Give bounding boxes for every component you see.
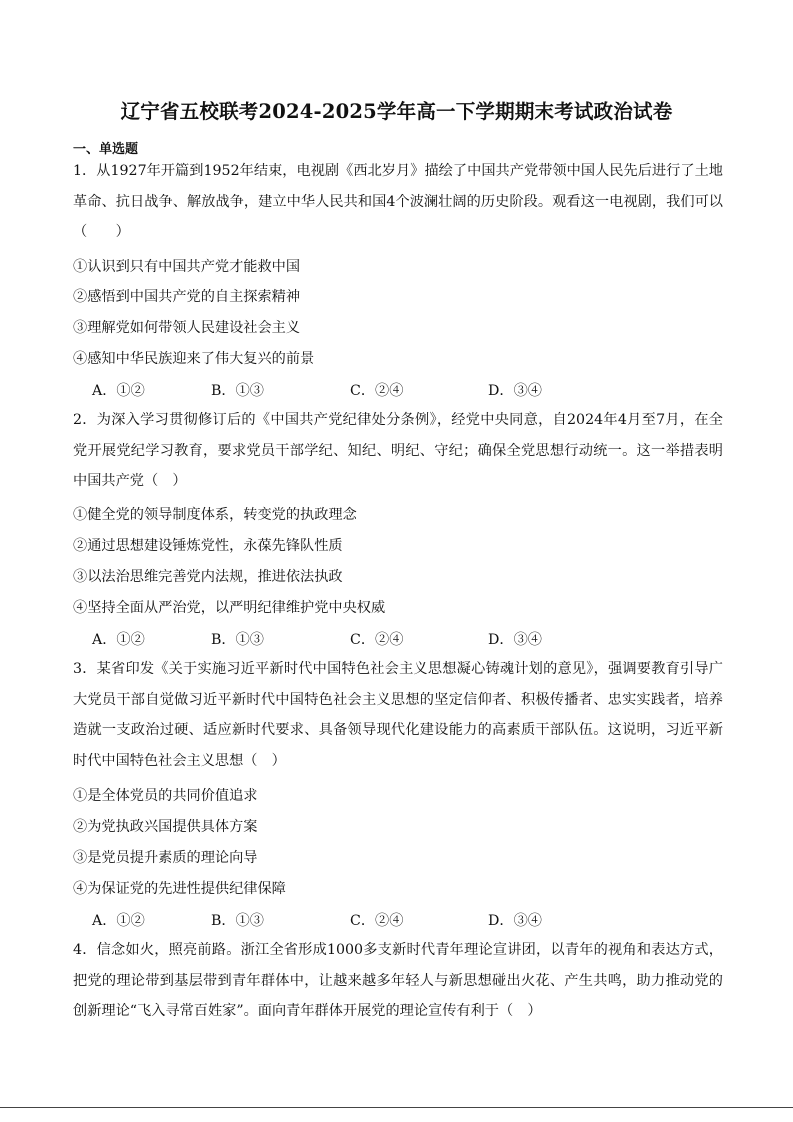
question-3-option-1: ①是全体党员的共同价值追求 bbox=[73, 788, 258, 804]
question-3-choice-c: C．②④ bbox=[350, 913, 404, 929]
page-bottom-divider bbox=[0, 1107, 793, 1108]
question-2-option-4: ④坚持全面从严治党，以严明纪律维护党中央权威 bbox=[73, 600, 386, 616]
question-2-option-1: ①健全党的领导制度体系，转变党的执政理念 bbox=[73, 507, 357, 523]
question-3-choice-a: A．①② bbox=[92, 913, 145, 929]
question-4-stem: 4．信念如火，照亮前路。浙江全省形成1000多支新时代青年理论宣讲团，以青年的视角和表达方式，把党的理论带到基层带到青年群体中，让越来越多年轻人与新思想碰出火花、产生共鸣，助力推动党的创新理论“飞入寻常百姓家”。面向青年群体开展党的理论宣传有利于（ ） bbox=[73, 942, 723, 1019]
question-1-choice-d: D．③④ bbox=[488, 383, 542, 399]
question-1-choice-b: B．①③ bbox=[211, 383, 264, 399]
question-3-choice-d: D．③④ bbox=[488, 913, 542, 929]
question-1-option-4: ④感知中华民族迎来了伟大复兴的前景 bbox=[73, 351, 315, 367]
question-2-option-2: ②通过思想建设锤炼党性，永葆先锋队性质 bbox=[73, 538, 343, 554]
question-2-choice-c: C．②④ bbox=[350, 632, 404, 648]
question-1-option-1: ①认识到只有中国共产党才能救中国 bbox=[73, 259, 301, 275]
question-3-choice-b: B．①③ bbox=[211, 913, 264, 929]
question-2-stem: 2．为深入学习贯彻修订后的《中国共产党纪律处分条例》，经党中央同意，自2024年4月至7月，在全党开展党纪学习教育，要求党员干部学纪、知纪、明纪、守纪；确保全党思想行动统一。这一举措表明中国共产党（ ） bbox=[73, 412, 723, 489]
section-heading: 一、单选题 bbox=[73, 142, 139, 157]
question-1-option-3: ③理解党如何带领人民建设社会主义 bbox=[73, 320, 301, 336]
question-3-option-2: ②为党执政兴国提供具体方案 bbox=[73, 819, 258, 835]
question-2-choice-d: D．③④ bbox=[488, 632, 542, 648]
question-2-choice-b: B．①③ bbox=[211, 632, 264, 648]
question-1-option-2: ②感悟到中国共产党的自主探索精神 bbox=[73, 289, 301, 305]
question-2-choice-a: A．①② bbox=[92, 632, 145, 648]
question-3-stem: 3．某省印发《关于实施习近平新时代中国特色社会主义思想凝心铸魂计划的意见》，强调要教育引导广大党员干部自觉做习近平新时代中国特色社会主义思想的坚定信仰者、积极传播者、忠实实践者，培养造就一支政治过硬、适应新时代要求、具备领导现代化建设能力的高素质干部队伍。这说明，习近平新时代中国特色社会主义思想（ ） bbox=[73, 661, 723, 769]
question-2-option-3: ③以法治思维完善党内法规，推进依法执政 bbox=[73, 569, 343, 585]
question-1-choice-c: C．②④ bbox=[350, 383, 404, 399]
question-3-option-3: ③是党员提升素质的理论向导 bbox=[73, 850, 258, 866]
question-1-choice-a: A．①② bbox=[92, 383, 145, 399]
question-3-option-4: ④为保证党的先进性提供纪律保障 bbox=[73, 881, 286, 897]
question-1-stem: 1．从1927年开篇到1952年结束，电视剧《西北岁月》描绘了中国共产党带领中国人民先后进行了土地革命、抗日战争、解放战争，建立中华人民共和国4个波澜壮阔的历史阶段。观看这一电视剧，我们可以（ ） bbox=[73, 163, 723, 240]
exam-title: 辽宁省五校联考2024-2025学年高一下学期期末考试政治试卷 bbox=[120, 100, 673, 123]
